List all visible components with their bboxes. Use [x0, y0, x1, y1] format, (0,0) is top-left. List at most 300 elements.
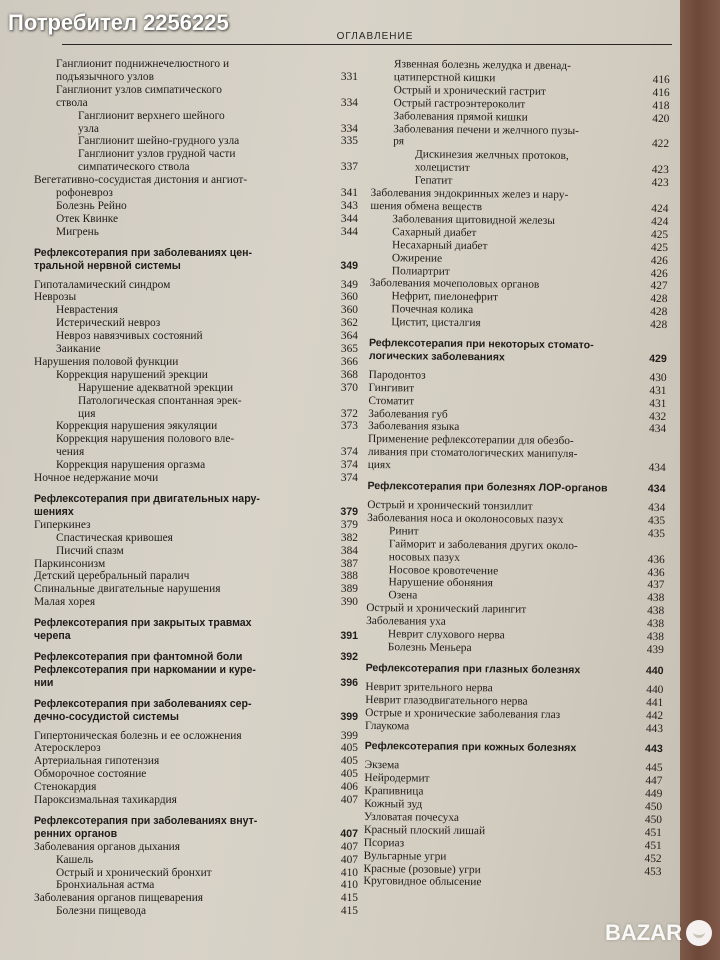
toc-entry-page: 423	[651, 164, 669, 177]
toc-entry-page: 437	[647, 579, 665, 592]
toc-entry-page: 360	[340, 291, 358, 304]
toc-entry-page: 349	[340, 259, 358, 272]
toc-entry-title: Детский церебральный паралич	[34, 570, 190, 583]
toc-entry-page: 415	[340, 905, 358, 918]
toc-entry-title: тральной нервной системы	[34, 259, 181, 272]
toc-entry	[34, 558, 358, 571]
toc-entry-title: Нейродермит	[364, 772, 430, 785]
toc-entry	[34, 356, 358, 369]
toc-entry	[34, 664, 358, 677]
toc-entry-title: Острые и хронические заболевания глаз	[365, 706, 561, 721]
toc-entry-title: Коррекция нарушения эякуляции	[56, 420, 218, 433]
toc-entry-title: Кожный зуд	[364, 797, 423, 811]
toc-entry-page: 399	[340, 729, 358, 742]
toc-entry-title: логических заболеваниях	[368, 349, 505, 364]
toc-entry-page: 453	[644, 865, 662, 878]
toc-entry-title: Заболевания прямой кишки	[393, 109, 528, 124]
toc-entry-page: 450	[644, 813, 663, 827]
toc-entry-page: 432	[649, 410, 667, 423]
toc-entry-title: Ганглионит верхнего шейного	[78, 109, 225, 122]
toc-entry-title: Красный плоский лишай	[363, 823, 486, 838]
toc-entry-title: Невроз навязчивых состояний	[56, 330, 203, 343]
toc-entry-title: нии	[34, 676, 54, 689]
toc-entry-title: Спинальные двигательные нарушения	[34, 583, 221, 596]
toc-entry-title: Гингивит	[368, 381, 415, 395]
toc-entry-title: черепа	[34, 630, 71, 643]
toc-entry-title: Острый гастроэнтероколит	[393, 96, 526, 111]
toc-entry-title: Коррекция нарушений эрекции	[56, 368, 208, 381]
toc-entry-title: Узловатая почесуха	[363, 810, 460, 824]
toc-entry-page: 415	[340, 892, 358, 905]
toc-entry-page: 435	[647, 527, 666, 540]
toc-entry-title: Заболевания мочеполовых органов	[369, 277, 540, 292]
toc-entry-page: 439	[646, 643, 664, 657]
toc-entry-title: Гайморит и заболевания других около-	[388, 537, 578, 552]
toc-entry-title: холецистит	[414, 161, 470, 175]
toc-entry-title: Артериальная гипотензия	[34, 755, 160, 768]
toc-entry-page: 418	[652, 99, 670, 112]
toc-entry	[34, 698, 358, 711]
toc-entry	[34, 58, 358, 71]
toc-entry	[34, 123, 358, 136]
toc-entry-page: 382	[340, 531, 358, 544]
toc-entry	[34, 317, 358, 330]
toc-entry	[34, 174, 358, 187]
page-header: ОГЛАВЛЕНИЕ	[336, 31, 414, 42]
toc-entry	[34, 596, 358, 609]
toc-entry-page: 407	[340, 794, 358, 807]
toc-entry-page: 434	[648, 501, 666, 515]
toc-entry-title: Рефлексотерапия при некоторых стомато-	[368, 337, 594, 352]
toc-entry-page: 425	[651, 228, 669, 241]
toc-entry	[34, 200, 358, 213]
toc-entry-page: 370	[340, 381, 358, 394]
toc-entry-page: 443	[645, 743, 663, 756]
toc-entry-title: Болезнь Меньера	[387, 641, 472, 655]
toc-entry-page: 331	[340, 70, 358, 83]
toc-entry-page: 360	[340, 304, 358, 317]
toc-entry-title: симпатического ствола	[78, 161, 190, 174]
toc-entry-title: Заикание	[56, 343, 101, 356]
toc-entry-title: Неврастения	[56, 304, 118, 317]
toc-entry-page: 410	[340, 879, 358, 892]
toc-entry	[34, 711, 358, 724]
toc-entry-page: 334	[340, 122, 358, 135]
toc-entry-title: Вегетативно-сосудистая дистония и ангиот-	[34, 174, 248, 187]
toc-entry-page: 405	[340, 742, 358, 755]
toc-entry	[34, 247, 358, 260]
toc-entry-title: Цистит, цисталгия	[391, 316, 481, 330]
toc-entry-title: Заболевания уха	[366, 615, 446, 628]
toc-entry-title: Ганглионит шейно-грудного узла	[78, 135, 240, 148]
user-overlay-title: Потребител 2256225	[8, 10, 229, 35]
toc-entry-title: Атеросклероз	[34, 742, 101, 755]
toc-entry-title: Стоматит	[368, 394, 415, 408]
toc-entry-page: 438	[647, 605, 665, 618]
toc-entry-title: Нефрит, пиелонефрит	[391, 290, 499, 304]
toc-entry-title: ливания при стоматологических манипуля-	[367, 446, 578, 461]
toc-entry-page: 442	[645, 709, 664, 722]
toc-entry	[34, 84, 358, 97]
toc-entry-title: Рефлексотерапия при заболеваниях сер-	[34, 697, 252, 710]
toc-entry-title: Несахарный диабет	[391, 238, 488, 252]
toc-entry-title: шениях	[34, 505, 74, 518]
toc-entry	[366, 641, 664, 657]
toc-entry-page: 416	[652, 73, 670, 87]
toc-entry	[34, 97, 358, 110]
toc-entry-page: 379	[340, 518, 358, 531]
toc-entry	[34, 506, 358, 519]
toc-entry	[34, 519, 358, 532]
toc-entry-page: 438	[646, 618, 665, 631]
toc-entry	[34, 794, 358, 807]
toc-entry-title: Стенокардия	[34, 781, 97, 794]
toc-entry-title: Крапивница	[364, 785, 424, 798]
toc-entry-title: Заболевания щитовидной железы	[392, 213, 555, 227]
toc-entry-title: Неврит слухового нерва	[387, 628, 505, 642]
toc-entry	[34, 867, 358, 880]
toc-entry-title: Пародонтоз	[368, 368, 426, 382]
toc-entry	[34, 815, 358, 828]
toc-entry-title: Мигрень	[56, 225, 99, 238]
toc-entry-title: цатиперстной кишки	[393, 71, 496, 85]
toc-entry-page: 349	[340, 278, 358, 291]
toc-entry-page: 344	[340, 225, 358, 238]
toc-entry-page: 372	[340, 407, 358, 420]
toc-entry	[34, 828, 358, 841]
toc-entry	[34, 433, 358, 446]
toc-entry-page: 362	[340, 317, 358, 330]
toc-column-right	[363, 58, 670, 891]
toc-entry-page: 407	[340, 827, 358, 840]
toc-entry	[34, 260, 358, 273]
toc-entry-page: 435	[648, 514, 666, 528]
toc-entry	[34, 187, 358, 200]
toc-entry-title: Болезни пищевода	[56, 905, 147, 918]
toc-entry-title: Спастическая кривошея	[56, 531, 173, 544]
toc-entry-page: 425	[650, 241, 669, 254]
toc-entry-title: Заболевания органов дыхания	[34, 840, 181, 853]
toc-entry	[34, 742, 358, 755]
toc-entry-page: 426	[650, 267, 668, 280]
toc-entry-page: 374	[340, 459, 358, 472]
toc-entry-page: 374	[340, 446, 358, 459]
toc-entry-page: 390	[340, 596, 358, 609]
toc-entry-title: Рефлексотерапия при закрытых травмах	[34, 617, 252, 630]
toc-entry-page: 451	[644, 826, 662, 839]
toc-entry-page: 407	[340, 853, 358, 866]
toc-entry	[34, 279, 358, 292]
toc-entry-title: Кашель	[56, 853, 94, 866]
toc-entry-title: шения обмена веществ	[370, 199, 483, 214]
toc-entry-page: 443	[645, 722, 664, 735]
toc-entry-title: Ганглионит узлов грудной части	[78, 148, 236, 161]
toc-entry-page: 416	[652, 86, 670, 99]
toc-entry	[34, 226, 358, 239]
toc-entry-title: Заболевания языка	[368, 420, 460, 434]
toc-entry-title: Рефлексотерапия при глазных болезнях	[365, 661, 581, 677]
toc-entry-title: ция	[78, 407, 96, 420]
toc-entry-page: 405	[340, 755, 358, 768]
toc-entry-title: Рефлексотерапия при наркомании и куре-	[34, 663, 256, 676]
toc-entry-title: Истерический невроз	[56, 317, 161, 330]
toc-entry-page: 406	[340, 781, 358, 794]
toc-entry-title: Коррекция нарушения полового вле-	[56, 433, 235, 446]
toc-entry-page: 438	[647, 592, 665, 605]
toc-entry	[34, 781, 358, 794]
toc-entry-page: 429	[649, 352, 667, 366]
toc-entry-title: Неврит зрительного нерва	[365, 680, 493, 695]
toc-entry-page: 379	[340, 505, 358, 518]
watermark-logo	[605, 920, 712, 946]
toc-entry	[34, 545, 358, 558]
toc-entry-page: 450	[645, 800, 663, 814]
toc-entry-title: Нарушения половой функции	[34, 355, 179, 368]
toc-entry-title: Вульгарные угри	[363, 849, 447, 863]
toc-entry	[34, 135, 358, 148]
toc-entry-page: 387	[340, 557, 358, 570]
toc-entry-title: циях	[367, 459, 391, 472]
toc-entry	[34, 330, 358, 343]
toc-entry	[34, 768, 358, 781]
toc-entry-page: 374	[340, 472, 358, 485]
toc-entry-page: 344	[340, 212, 358, 225]
toc-entry	[365, 740, 663, 756]
toc-entry-page: 424	[651, 215, 669, 228]
toc-entry-title: Ринит	[388, 525, 419, 538]
toc-entry	[34, 755, 358, 768]
toc-entry-page: 426	[650, 254, 668, 267]
toc-entry-page: 436	[647, 553, 665, 566]
toc-entry-title: Патологическая спонтанная эрек-	[78, 394, 242, 407]
toc-entry-page: 388	[340, 570, 358, 583]
toc-entry	[34, 730, 358, 743]
toc-entry	[34, 583, 358, 596]
toc-entry-page: 343	[340, 199, 358, 212]
toc-entry-page: 422	[651, 138, 670, 151]
toc-entry	[365, 719, 663, 735]
toc-entry-title: Рефлексотерапия при болезнях ЛОР-органов	[367, 480, 608, 495]
toc-entry	[34, 892, 358, 905]
toc-entry	[369, 316, 667, 332]
toc-entry-title: Неврозы	[34, 291, 77, 304]
toc-entry-title: Заболевания органов пищеварения	[34, 892, 204, 905]
toc-entry-title: Гипоталамический синдром	[34, 278, 171, 291]
toc-entry-page: 428	[650, 319, 668, 332]
toc-entry-title: Пароксизмальная тахикардия	[34, 794, 177, 807]
toc-entry	[34, 110, 358, 123]
toc-entry-title: Заболевания носа и околоносовых пазух	[367, 511, 564, 526]
toc-entry-page: 445	[645, 762, 663, 775]
toc-entry-title: ря	[393, 135, 405, 148]
toc-entry-title: носовых пазух	[388, 550, 461, 564]
toc-entry-title: Обморочное состояние	[34, 768, 147, 781]
toc-entry-page: 434	[647, 483, 666, 496]
toc-entry-page: 423	[651, 177, 669, 190]
toc-entry	[34, 304, 358, 317]
toc-entry-page: 434	[648, 462, 666, 475]
toc-entry-page: 337	[340, 161, 358, 174]
toc-entry-title: ренних органов	[34, 827, 118, 840]
toc-entry-title: Писчий спазм	[56, 544, 124, 557]
toc-entry-page: 391	[340, 630, 358, 643]
toc-entry-page: 431	[649, 397, 667, 410]
toc-entry	[34, 532, 358, 545]
toc-entry-page: 452	[644, 852, 662, 865]
toc-entry-page: 335	[340, 135, 358, 148]
toc-entry-title: Острый и хронический ларингит	[366, 602, 527, 616]
toc-entry-title: Ганглионит узлов симпатического	[56, 83, 222, 96]
toc-entry-title: Рефлексотерапия при двигательных нару-	[34, 493, 260, 505]
toc-entry	[34, 459, 358, 472]
toc-entry-page: 365	[340, 343, 358, 356]
toc-entry-title: Дискинезия желчных протоков,	[414, 148, 569, 163]
toc-entry-title: Экзема	[364, 759, 400, 772]
toc-entry-page: 420	[652, 112, 670, 125]
toc-entry-title: Нарушение адекватной эрекции	[78, 381, 234, 394]
toc-entry-title: Язвенная болезнь желудка и двенад-	[393, 58, 571, 73]
toc-entry-page: 405	[340, 768, 358, 781]
toc-entry-page: 427	[650, 280, 668, 293]
smile-icon	[686, 920, 712, 946]
toc-entry	[34, 161, 358, 174]
toc-entry-title: Заболевания печени и желчного пузы-	[393, 122, 580, 137]
toc-entry-title: дечно-сосудистой системы	[34, 710, 179, 723]
toc-entry-title: Острый и хронический бронхит	[56, 866, 212, 879]
toc-entry-title: Круговидное облысение	[363, 875, 482, 889]
toc-entry-page: 438	[646, 630, 665, 644]
toc-entry-title: Нарушение обоняния	[388, 576, 493, 590]
toc-entry	[34, 617, 358, 630]
toc-entry-title: Малая хорея	[34, 596, 96, 609]
toc-entry-page: 440	[645, 664, 664, 677]
toc-entry-title: Ожирение	[391, 251, 443, 265]
toc-entry-title: Рефлексотерапия при заболеваниях внут-	[34, 814, 258, 827]
toc-entry-page: 434	[648, 423, 667, 436]
toc-entry-title: Красные (розовые) угри	[363, 862, 481, 876]
toc-entry-title: Рефлексотерапия при заболеваниях цен-	[34, 246, 253, 259]
book-cover-edge	[680, 0, 720, 960]
toc-entry-page: 364	[340, 330, 358, 343]
toc-entry	[34, 382, 358, 395]
toc-entry	[366, 662, 664, 678]
toc-entry-page: 428	[650, 293, 668, 306]
toc-entry-title: Коррекция нарушения оргазма	[56, 459, 206, 472]
toc-entry-title: чения	[56, 446, 85, 459]
header-rule	[62, 44, 672, 45]
toc-entry	[34, 630, 358, 643]
toc-entry-title: Рефлексотерапия при кожных болезнях	[364, 740, 577, 755]
toc-entry-title: Озена	[388, 589, 418, 602]
toc-entry-page: 428	[650, 306, 668, 319]
toc-entry	[34, 408, 358, 421]
toc-entry-page: 441	[646, 696, 664, 709]
toc-entry-title: подъязычного узлов	[56, 70, 154, 83]
toc-entry	[369, 350, 667, 366]
toc-entry	[34, 879, 358, 892]
toc-entry-page: 410	[340, 866, 358, 879]
toc-entry-page: 389	[340, 583, 358, 596]
toc-entry-title: узла	[78, 122, 99, 135]
toc-entry-title: Острый и хронический гастрит	[393, 84, 547, 98]
toc-entry-title: Рефлексотерапия при фантомной боли	[34, 650, 243, 663]
toc-entry-title: Сахарный диабет	[392, 226, 477, 239]
toc-entry-title: Почечная колика	[391, 303, 474, 317]
toc-entry-page: 334	[340, 96, 358, 109]
toc-entry-title: Псориаз	[363, 836, 405, 850]
toc-entry-title: Гепатит	[414, 174, 453, 188]
toc-entry	[34, 651, 358, 664]
toc-entry-page: 430	[649, 371, 667, 384]
toc-entry	[367, 480, 665, 496]
toc-entry-page: 341	[340, 187, 358, 200]
toc-entry-title: Полиартрит	[391, 264, 450, 278]
toc-entry-title: Заболевания эндокринных желез и нару-	[370, 187, 569, 202]
toc-entry-page: 436	[647, 566, 665, 579]
toc-entry	[34, 343, 358, 356]
toc-entry-page: 373	[340, 420, 358, 433]
toc-entry	[34, 420, 358, 433]
toc-entry-title: Глаукома	[364, 719, 410, 732]
toc-entry	[34, 369, 358, 382]
toc-entry-title: ствола	[56, 96, 88, 109]
toc-entry-page: 396	[340, 676, 358, 689]
toc-entry-page: 407	[340, 840, 358, 853]
toc-entry	[34, 854, 358, 867]
toc-entry-page: 366	[340, 355, 358, 368]
toc-entry	[34, 71, 358, 84]
toc-entry-title: рофоневроз	[56, 187, 113, 200]
toc-entry-title: Паркинсонизм	[34, 557, 106, 570]
toc-entry-title: Гиперкинез	[34, 518, 91, 531]
toc-entry	[34, 677, 358, 690]
toc-entry-page: 449	[645, 788, 663, 801]
toc-entry	[34, 213, 358, 226]
toc-entry	[34, 395, 358, 408]
toc-entry-title: Применение рефлексотерапии для обезбо-	[367, 433, 574, 448]
toc-entry-page: 447	[645, 775, 663, 788]
toc-entry-page: 399	[340, 710, 358, 723]
watermark-text: BAZAR	[605, 920, 682, 945]
toc-entry-title: Гипертоническая болезнь и ее осложнения	[34, 729, 242, 742]
toc-entry-title: Отек Квинке	[56, 212, 119, 225]
toc-entry	[34, 493, 358, 506]
toc-entry-page: 451	[644, 839, 662, 852]
toc-entry-title: Бронхиальная астма	[56, 879, 155, 892]
toc-entry-page: 440	[646, 683, 664, 696]
toc-entry-page: 384	[340, 544, 358, 557]
toc-entry-title: Заболевания губ	[368, 407, 448, 421]
toc-entry	[34, 841, 358, 854]
toc-entry	[34, 446, 358, 459]
toc-entry	[34, 291, 358, 304]
toc-entry-title: Острый и хронический тонзиллит	[367, 498, 533, 513]
toc-entry-page: 431	[649, 384, 667, 397]
toc-entry-page: 424	[651, 202, 669, 216]
toc-entry-title: Болезнь Рейно	[56, 199, 127, 212]
toc-entry	[34, 570, 358, 583]
toc-entry	[34, 472, 358, 485]
toc-entry	[368, 459, 666, 475]
toc-entry	[34, 148, 358, 161]
toc-column-left	[34, 58, 358, 918]
toc-entry-title: Носовое кровотечение	[388, 563, 499, 577]
toc-entry-page: 368	[340, 368, 358, 381]
toc-entry-page: 392	[340, 650, 358, 663]
toc-entry-title: Неврит глазодвигательного нерва	[365, 693, 528, 708]
toc-entry	[34, 905, 358, 918]
toc-entry-title: Ганглионит поднижнечелюстного и	[56, 58, 230, 70]
